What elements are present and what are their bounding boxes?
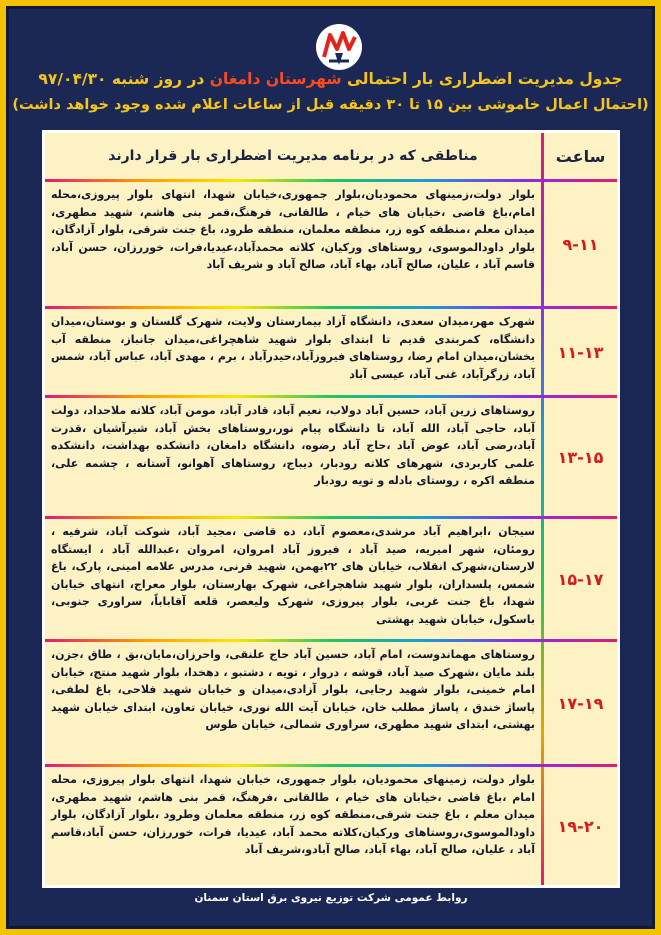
areas-cell: روستاهای مهماندوست، امام آباد، حسین آباد حاج علنقی، واحرزان،مایان،بق ، طاق ،جزن، بلند مایان ،شهرک صید آباد، قوشه ، دروار ، تویه ، دشتبو ، دهخدا، بلوار شهید منتج، خیابان امام خمینی، بلوار شهید رجایی، بلوار آزادی،میدان و خیابان شهید فلاحی، باغ لطفی، پاساژ خندق ، پاساژ مطلب خان، خیابان آیت الله نوری، خیابان تعاون، ابتدای خیابان شهید بهشتی، ابتدای شهید مطهری، سراوری شمالی، خیابان طوس [51, 648, 535, 731]
page-subtitle: (احتمال اعمال خاموشی بین ۱۵ تا ۳۰ دقیقه قبل از ساعات اعلام شده وجود خواهد داشت) [12, 97, 649, 113]
header-time: ساعت [555, 146, 606, 166]
page-title: جدول مدیریت اضطراری بار احتمالی شهرستان دامغان در روز شنبه ۹۷/۰۴/۳۰ [38, 70, 623, 88]
areas-cell: شهرک مهر،میدان سعدی، دانشگاه آزاد بیمارستان ولایت، شهرک گلستان و بوستان،میدان دانشگاه، کمربندی قدیم تا ابتدای بلوار شهید شاهچراغی،میدان جانباز، منطقه آب بخشان،میدان امام رضا، روستاهای فیروزآباد،حیدرآباد ، برم ، مهدی آباد، عباس آباد، شمس آباد، زرگرآباد، غنی آباد، عیسی آباد [51, 315, 535, 381]
table-row [45, 309, 617, 395]
electricity-company-logo-icon [315, 23, 363, 71]
schedule-table [42, 130, 620, 888]
time-cell: ۱۷-۱۹ [557, 693, 604, 713]
time-cell: ۱۹-۲۰ [557, 816, 604, 836]
city-name: شهرستان دامغان [209, 70, 342, 88]
table-row [45, 398, 617, 516]
table-row [45, 642, 617, 764]
areas-cell: بلوار دولت،زمینهای محمودیان،بلوار جمهوری،خیابان شهدا، انتهای بلوار پیروزی،محله امام،باغ قاضی ،خیابان های خیام ، طالقانی، فرهنگ،قمر بنی هاشم، شهید مطهری، میدان معلم ،منطقه کوه زر، منطقه معلمان، منطقه طرود، باغ جنت شرقی، بلوار آزادگان، بلوار داودالموسوی، روستاهای ورکیان، کلاته محمدآباد،عیدیا،فرات، خوررزان، حسن آباد، قاسم آباد ، علیان، صالح آباد، بهاء آباد، صالح آباد و شریف آباد [51, 188, 535, 271]
areas-cell: بلوار دولت، زمینهای محمودیان، بلوار جمهوری، خیابان شهدا، انتهای بلوار پیروزی، محله امام ،باغ قاضی ،خیابان های خیام ، طالقانی ،فرهنگ، قمر بنی هاشم، شهید مطهری، میدان معلم ، باغ جنت شرقی،منطقه کوه زر، منطقه معلمان وطرود ،بلوار آزادگان، بلوار داودالموسوی،روستاهای ورکیان،کلاته محمد آباد، عیدیا، فرات، خوررزان، حسن آباد،قاسم آباد ، علیان، صالح آباد، بهاء آباد، صالح آبادو،شریف آباد [51, 773, 535, 856]
table-header [45, 133, 617, 179]
areas-cell: روستاهای زرین آباد، حسین آباد دولاب، نعیم آباد، قادر آباد، مومن آباد، کلاته ملاحداد، دولت آباد، حاجی آباد، الله آباد، تا دانشگاه پیام نور،روستاهای بخش آباد، شیرآشیان ،قدرت آباد،رضی آباد، عوض آباد ،حاج آباد رضوه، دانشگاه دامغان، دانشکده بهداشت، دانشکده علمی کاربردی، شهرهای کلاته رودبار، دیباج، روستاهای آهوانو، آستانه ، چشمه علی، منطقه اکره ، روستای بادله و تویه رودبار [51, 404, 535, 487]
table-row [45, 767, 617, 885]
footer-credit: روابط عمومی شرکت توزیع نیروی برق استان سمنان [194, 892, 468, 904]
time-cell: ۱۵-۱۷ [557, 569, 604, 589]
header-areas: مناطقی که در برنامه مدیریت اضطراری بار قرار دارند [108, 148, 478, 164]
time-cell: ۹-۱۱ [562, 234, 599, 254]
time-cell: ۱۱-۱۳ [557, 342, 604, 362]
areas-cell: سیجان ،ابراهیم آباد مرشدی،معصوم آباد، ده قاضی ،مجید آباد، شوکت آباد، شرفیه ، رومئان، شهر امیریه، صید آباد ، فیروز آباد امروان، امروان ،عبدالله آباد ، ایستگاه لارستان،شهرک انقلاب، خیابان های ۲۲بهمن، شهید قرنی، مدرس علامه امینی، پارک، باغ شمس، پلسداران، بلوار شهید شاهچراغی، شهرک بهارستان، بلوار معراج، انتهای خیابان شهدا، باغ جنت غربی، بلوار پیروزی، شهرک ولیعصر، قلعه آقاباباً، سراوری جنوبی، باسکول، خیابان شهید بهشتی [51, 525, 535, 626]
table-row [45, 519, 617, 639]
table-row [45, 182, 617, 306]
time-cell: ۱۳-۱۵ [557, 447, 604, 467]
